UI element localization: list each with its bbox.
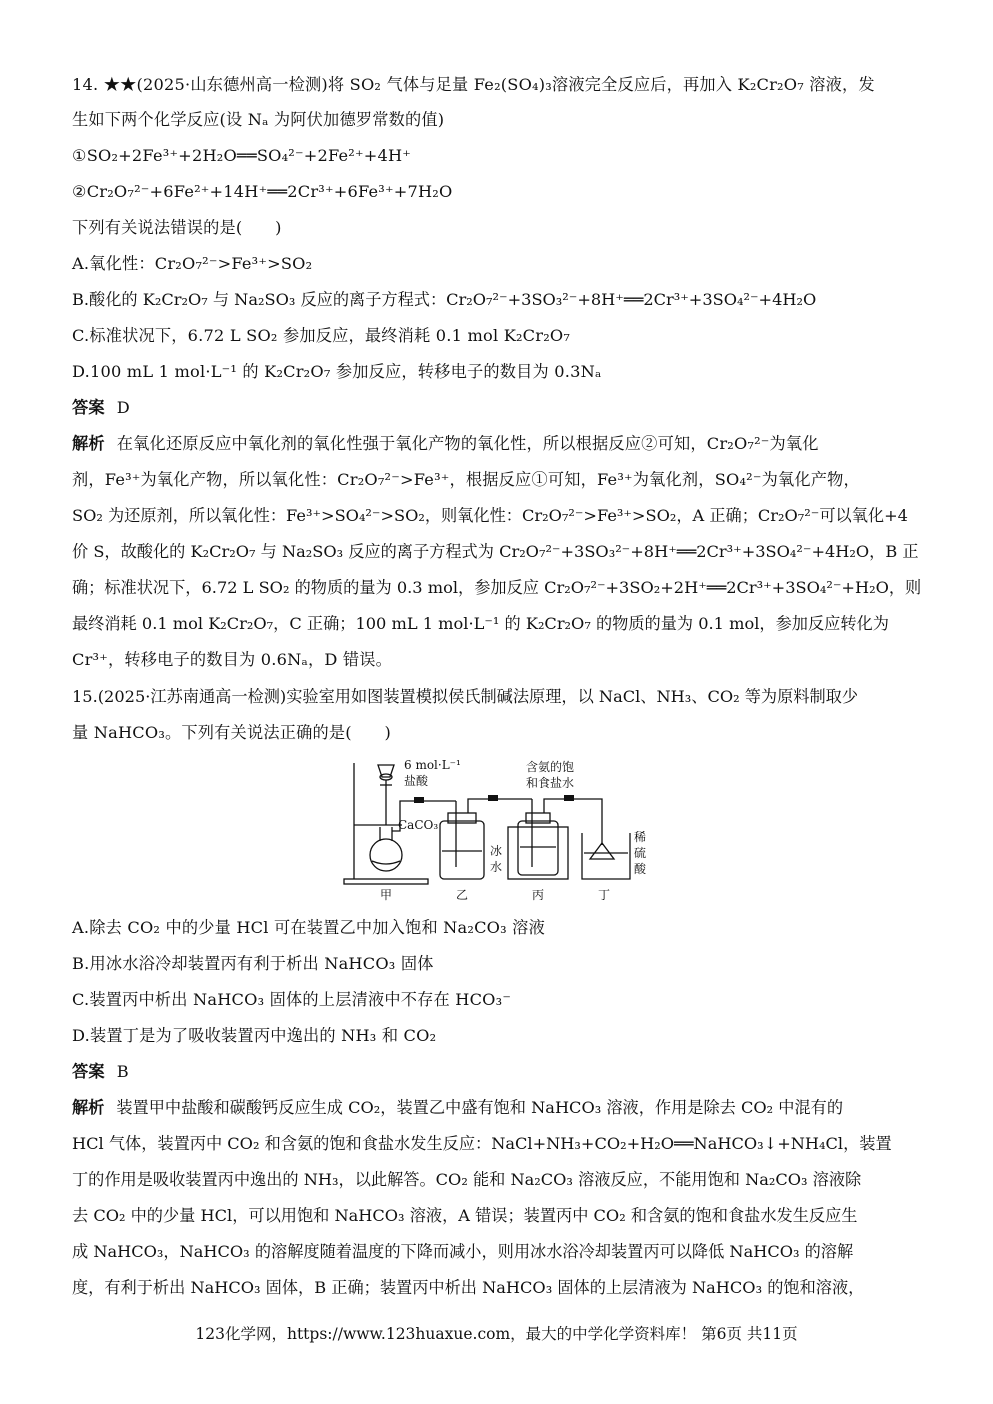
q15-option-c: C.装置丙中析出 NaHCO₃ 固体的上层清液中不存在 HCO₃⁻ [72, 990, 512, 1009]
beaker-丁 [582, 833, 630, 879]
q15-analysis-line-2: HCl 气体，装置丙中 CO₂ 和含氨的饱和食盐水发生反应：NaCl+NH₃+CO₂+H₂O══NaHCO₃↓+NH₄Cl，装置 [72, 1134, 892, 1153]
label-bing: 丙 [532, 888, 545, 902]
connector-2 [488, 795, 498, 801]
q15-analysis-line-3: 丁的作用是吸收装置丙中逸出的 NH₃，以此解答。CO₂ 能和 Na₂CO₃ 溶液反应，不能用饱和 Na₂CO₃ 溶液除 [72, 1170, 862, 1189]
q14-analysis-line-6: 最终消耗 0.1 mol K₂Cr₂O₇，C 正确；100 mL 1 mol·L⁻¹ 的 K₂Cr₂O₇ 的物质的量为 0.1 mol，参加反应转化为 [72, 614, 889, 633]
dilute-acid-label-1: 稀 [634, 830, 647, 844]
q15-answer [72, 1061, 921, 1083]
answer-value: D [116, 398, 130, 417]
q14-option-b: B.酸化的 K₂Cr₂O₇ 与 Na₂SO₃ 反应的离子方程式：Cr₂O₇²⁻+3SO₃²⁻+8H⁺══2Cr³⁺+3SO₄²⁻+4H₂O [72, 290, 817, 309]
q15-analysis-line-1 [72, 1097, 921, 1119]
answer-label: 答案 [72, 1062, 105, 1081]
analysis-text: 装置甲中盐酸和碳酸钙反应生成 CO₂，装置乙中盛有饱和 NaHCO₃ 溶液，作用是除去 CO₂ 中混有的 [116, 1098, 844, 1117]
flask-liquid [372, 861, 400, 864]
q15-analysis-line-5: 成 NaHCO₃，NaHCO₃ 的溶解度随着温度的下降而减小，则用冰水浴冷却装置丙可以降低 NaHCO₃ 的溶解 [72, 1242, 854, 1261]
apparatus-figure [340, 755, 660, 905]
answer-label: 答案 [72, 398, 105, 417]
brine-label-2: 和食盐水 [526, 776, 575, 790]
q14-option-c: C.标准状况下，6.72 L SO₂ 参加反应，最终消耗 0.1 mol K₂Cr₂O₇ [72, 326, 571, 345]
q14-stem-line-2: 生如下两个化学反应(设 Nₐ 为阿伏加德罗常数的值) [72, 110, 445, 129]
q15-option-a: A.除去 CO₂ 中的少量 HCl 可在装置乙中加入饱和 Na₂CO₃ 溶液 [72, 918, 545, 937]
ice-label-2: 水 [490, 860, 503, 874]
analysis-label: 解析 [72, 1098, 105, 1117]
q14-analysis-line-1 [72, 433, 921, 455]
page-footer: 123化学网，https://www.123huaxue.com，最大的中学化学资料库！ 第6页 共11页 [195, 1325, 798, 1343]
q15-analysis-line-6: 度，有利于析出 NaHCO₃ 固体，B 正确；装置丙中析出 NaHCO₃ 固体的上层清液为 NaHCO₃ 的饱和溶液， [72, 1278, 865, 1297]
ice-label-1: 冰 [490, 844, 503, 858]
q14-option-d: D.100 mL 1 mol·L⁻¹ 的 K₂Cr₂O₇ 参加反应，转移电子的数目为 0.3Nₐ [72, 362, 602, 381]
q15-analysis-line-4: 去 CO₂ 中的少量 HCl，可以用饱和 NaHCO₃ 溶液，A 错误；装置丙中 CO₂ 和含氨的饱和食盐水发生反应生 [72, 1206, 858, 1225]
q14-stem-line-1: 14. ★★(2025·山东德州高一检测)将 SO₂ 气体与足量 Fe₂(SO₄)₃溶液完全反应后，再加入 K₂Cr₂O₇ 溶液，发 [72, 75, 875, 94]
q14-equation-1: ①SO₂+2Fe³⁺+2H₂O══SO₄²⁻+2Fe²⁺+4H⁺ [72, 146, 412, 165]
q14-answer [72, 397, 921, 419]
dilute-acid-label-2: 硫 [634, 846, 647, 860]
tube-3 [518, 799, 602, 845]
label-jia: 甲 [380, 888, 393, 902]
analysis-text: 在氧化还原反应中氧化剂的氧化性强于氧化产物的氧化性，所以根据反应②可知，Cr₂O₇²⁻为氧化 [116, 434, 819, 453]
q14-analysis-line-2: 剂，Fe³⁺为氧化产物，所以氧化性：Cr₂O₇²⁻>Fe³⁺，根据反应①可知，Fe³⁺为氧化剂，SO₄²⁻为氧化产物， [72, 470, 860, 489]
inverted-funnel [590, 843, 614, 859]
q14-analysis-line-3: SO₂ 为还原剂，所以氧化性：Fe³⁺>SO₄²⁻>SO₂，则氧化性：Cr₂O₇²⁻>Fe³⁺>SO₂，A 正确；Cr₂O₇²⁻可以氧化+4 [72, 506, 908, 525]
label-ding: 丁 [598, 888, 611, 902]
q15-stem-line-2: 量 NaHCO₃。下列有关说法正确的是( ) [72, 723, 392, 742]
q14-option-a: A.氧化性：Cr₂O₇²⁻>Fe³⁺>SO₂ [72, 254, 313, 273]
dilute-acid-label-3: 酸 [634, 862, 647, 876]
q14-analysis-line-4: 价 S，故酸化的 K₂Cr₂O₇ 与 Na₂SO₃ 反应的离子方程式为 Cr₂O₇²⁻+3SO₃²⁻+8H⁺══2Cr³⁺+3SO₄²⁻+4H₂O，B 正 [72, 542, 919, 561]
flask-甲 [370, 839, 402, 871]
q15-option-b: B.用冰水浴冷却装置丙有利于析出 NaHCO₃ 固体 [72, 954, 434, 973]
ice-bath [508, 827, 568, 879]
q14-equation-2: ②Cr₂O₇²⁻+6Fe²⁺+14H⁺══2Cr³⁺+6Fe³⁺+7H₂O [72, 182, 453, 201]
q14-question: 下列有关说法错误的是( ) [72, 218, 282, 237]
acid-label: 盐酸 [404, 774, 429, 788]
solid-label: CaCO₃ [398, 818, 439, 832]
q15-stem-line-1: 15.(2025·江苏南通高一检测)实验室用如图装置模拟侯氏制碱法原理，以 NaCl、NH₃、CO₂ 等为原料制取少 [72, 687, 859, 706]
connector-3 [564, 795, 574, 801]
q14-analysis-line-5: 确；标准状况下，6.72 L SO₂ 的物质的量为 0.3 mol，参加反应 Cr₂O₇²⁻+3SO₂+2H⁺══2Cr³⁺+3SO₄²⁻+H₂O，则 [72, 578, 922, 597]
q14-analysis-line-7: Cr³⁺，转移电子的数目为 0.6Nₐ，D 错误。 [72, 650, 393, 669]
answer-value: B [116, 1062, 129, 1081]
brine-label-1: 含氨的饱 [526, 760, 575, 774]
label-yi: 乙 [456, 888, 469, 902]
q15-option-d: D.装置丁是为了吸收装置丙中逸出的 NH₃ 和 CO₂ [72, 1026, 437, 1045]
bottle-乙 [440, 821, 484, 879]
connector-1 [414, 797, 424, 803]
stand-base [344, 879, 428, 884]
acid-conc-label: 6 mol·L⁻¹ [404, 758, 461, 772]
analysis-label: 解析 [72, 434, 105, 453]
bottle-丙 [518, 821, 558, 875]
